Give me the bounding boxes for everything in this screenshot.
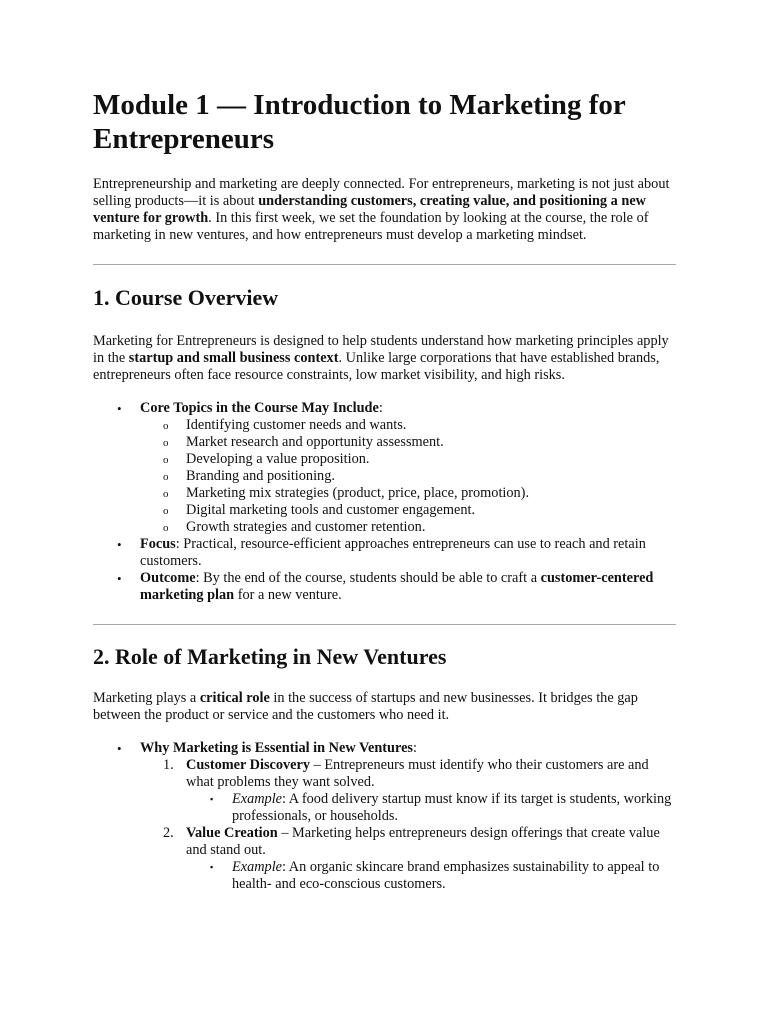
sub-list-item: [163, 468, 676, 485]
circle-bullet-icon: o: [163, 471, 169, 483]
bullet-icon: •: [117, 571, 122, 586]
core-topics-sublist: [140, 417, 676, 536]
core-topics-colon: :: [378, 400, 383, 416]
example-label: Example: [232, 859, 283, 875]
intro-paragraph: [93, 176, 676, 244]
sub-list-item: [163, 519, 676, 536]
list-item-focus: [117, 536, 676, 570]
role-text-2: in the success of startups and new businesses. It bridges the gap between the product or service and the customers who need it.: [93, 690, 638, 723]
example-item: [210, 859, 676, 893]
item-text: – Marketing helps entrepreneurs design offerings that create value and stand out.: [186, 825, 660, 858]
outcome-text-1: : By the end of the course, students should be able to craft a: [195, 570, 541, 586]
example-item: [210, 791, 676, 825]
example-list: [186, 791, 676, 825]
intro-text-2: . In this first week, we set the foundation by looking at the course, the role of marketing in new ventures, and how entrepreneurs must develop a marketing mindset.: [93, 210, 649, 243]
bullet-icon: •: [117, 537, 122, 552]
intro-bold: understanding customers, creating value, and positioning a new venture for growth: [93, 193, 646, 226]
bullet-icon: •: [117, 401, 122, 416]
numbered-item-value-creation: [163, 825, 676, 893]
course-overview-text-1: Marketing for Entrepreneurs is designed to help students understand how marketing principles apply in the: [93, 333, 669, 366]
sub-list-item-text: Marketing mix strategies (product, price, place, promotion).: [186, 485, 530, 501]
sub-list-item: [163, 417, 676, 434]
circle-bullet-icon: o: [163, 505, 169, 517]
role-of-marketing-paragraph: [93, 690, 676, 724]
sub-list-item: [163, 502, 676, 519]
core-topics-label: Core Topics in the Course May Include: [140, 400, 379, 416]
item-number: 1.: [163, 757, 174, 773]
sub-list-item: [163, 485, 676, 502]
example-text: : A food delivery startup must know if its target is students, working professionals, or households.: [232, 791, 672, 824]
list-item-core-topics: [117, 400, 676, 536]
square-bullet-icon: ▪: [210, 862, 214, 872]
sub-list-item: [163, 451, 676, 468]
sub-list-item-text: Identifying customer needs and wants.: [186, 417, 407, 433]
example-text: : An organic skincare brand emphasizes sustainability to appeal to health- and eco-conscious customers.: [232, 859, 660, 892]
course-overview-list: [93, 400, 676, 604]
outcome-bold: customer-centered marketing plan: [140, 570, 654, 603]
circle-bullet-icon: o: [163, 454, 169, 466]
role-of-marketing-list: [93, 740, 676, 893]
square-bullet-icon: ▪: [210, 794, 214, 804]
item-label: Value Creation: [186, 825, 278, 841]
course-overview-paragraph: [93, 333, 676, 384]
course-overview-text-2: . Unlike large corporations that have established brands, entrepreneurs often face resource constraints, low market visibility, and high risks.: [93, 350, 660, 383]
why-marketing-label: Why Marketing is Essential in New Ventures: [140, 740, 413, 756]
outcome-label: Outcome: [140, 570, 196, 586]
sub-list-item-text: Market research and opportunity assessment.: [186, 434, 444, 450]
circle-bullet-icon: o: [163, 488, 169, 500]
item-number: 2.: [163, 825, 174, 841]
bullet-icon: •: [117, 741, 122, 756]
example-list: [186, 859, 676, 893]
divider: [93, 624, 676, 625]
course-overview-bold: startup and small business context: [128, 350, 339, 366]
numbered-item-customer-discovery: [163, 757, 676, 825]
circle-bullet-icon: o: [163, 437, 169, 449]
intro-text-1: Entrepreneurship and marketing are deeply connected. For entrepreneurs, marketing is not just about selling products—it is about: [93, 176, 670, 209]
section-heading-course-overview: 1. Course Overview: [93, 285, 279, 310]
list-item-why-marketing: [117, 740, 676, 893]
why-marketing-colon: :: [413, 740, 417, 756]
divider: [93, 264, 676, 265]
focus-text: : Practical, resource-efficient approaches entrepreneurs can use to reach and retain customers.: [140, 536, 646, 569]
sub-list-item-text: Digital marketing tools and customer engagement.: [186, 502, 476, 518]
example-label: Example: [232, 791, 283, 807]
section-heading-role-of-marketing: 2. Role of Marketing in New Ventures: [93, 644, 447, 669]
page-title: Module 1 — Introduction to Marketing for Entrepreneurs: [93, 89, 626, 155]
role-bold: critical role: [199, 690, 270, 706]
focus-label: Focus: [140, 536, 176, 552]
item-text: – Entrepreneurs must identify who their customers are and what problems they want solved.: [186, 757, 649, 790]
list-item-outcome: [117, 570, 676, 604]
role-text-1: Marketing plays a: [93, 690, 200, 706]
outcome-text-2: for a new venture.: [234, 587, 342, 603]
sub-list-item-text: Developing a value proposition.: [186, 451, 370, 467]
sub-list-item: [163, 434, 676, 451]
sub-list-item-text: Growth strategies and customer retention.: [186, 519, 426, 535]
sub-list-item-text: Branding and positioning.: [186, 468, 335, 484]
item-label: Customer Discovery: [186, 757, 311, 773]
circle-bullet-icon: o: [163, 522, 169, 534]
why-marketing-numbered-list: [140, 757, 676, 893]
circle-bullet-icon: o: [163, 420, 169, 432]
